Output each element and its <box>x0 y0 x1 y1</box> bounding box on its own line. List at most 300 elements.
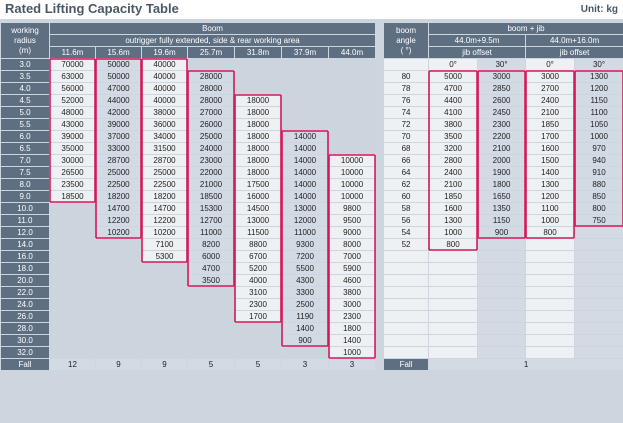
jib-capacity-cell: 3000 <box>478 71 525 82</box>
angle-cell: 56 <box>384 215 428 226</box>
boom-capacity-cell: 35000 <box>50 143 95 154</box>
boom-capacity-cell: 30000 <box>50 155 95 166</box>
jib-capacity-cell <box>429 335 477 346</box>
boom-capacity-cell: 10000 <box>329 179 375 190</box>
table-row <box>1 227 623 238</box>
boom-capacity-cell <box>188 299 234 310</box>
radius-cell: 6.0 <box>1 131 49 142</box>
jib-fall-value: 1 <box>429 359 623 370</box>
boom-capacity-cell: 22500 <box>142 179 187 190</box>
boom-capacity-cell: 40000 <box>142 83 187 94</box>
radius-cell: 18.0 <box>1 263 49 274</box>
jib-capacity-cell: 2200 <box>478 131 525 142</box>
boom-capacity-cell <box>282 107 328 118</box>
angle-cell <box>384 323 428 334</box>
jib-capacity-cell <box>429 275 477 286</box>
boom-capacity-cell: 43000 <box>50 119 95 130</box>
table-row <box>1 215 623 226</box>
boom-capacity-cell: 9800 <box>329 203 375 214</box>
boom-capacity-cell: 25000 <box>96 167 141 178</box>
boom-capacity-cell: 5500 <box>282 263 328 274</box>
boom-capacity-cell: 14000 <box>282 179 328 190</box>
radius-cell: 6.5 <box>1 143 49 154</box>
table-row <box>1 311 623 322</box>
boom-capacity-cell <box>50 311 95 322</box>
jib-capacity-cell: 1600 <box>429 203 477 214</box>
jib-capacity-cell: 800 <box>429 239 477 250</box>
jib-capacity-cell <box>575 311 623 322</box>
jib-capacity-cell <box>526 299 574 310</box>
boom-capacity-cell: 4300 <box>282 275 328 286</box>
boom-capacity-cell: 18500 <box>50 191 95 202</box>
jib-offset-angle: 0° <box>429 59 477 70</box>
boom-capacity-cell: 1400 <box>282 323 328 334</box>
jib-capacity-cell <box>429 299 477 310</box>
angle-cell: 76 <box>384 95 428 106</box>
working-radius-header <box>1 23 49 58</box>
boom-capacity-cell: 10200 <box>96 227 141 238</box>
angle-cell <box>384 347 428 358</box>
jib-capacity-cell: 880 <box>575 179 623 190</box>
fall-value-cell: 3 <box>282 359 328 370</box>
boom-capacity-cell: 2500 <box>282 299 328 310</box>
jib-capacity-cell: 1000 <box>526 215 574 226</box>
jib-capacity-cell <box>478 263 525 274</box>
boom-capacity-cell: 37000 <box>96 131 141 142</box>
boom-capacity-cell: 40000 <box>142 59 187 70</box>
boom-capacity-cell: 56000 <box>50 83 95 94</box>
jib-capacity-cell <box>429 287 477 298</box>
radius-cell: 32.0 <box>1 347 49 358</box>
boom-capacity-cell: 8200 <box>188 239 234 250</box>
boom-capacity-cell: 4000 <box>235 275 281 286</box>
jib-capacity-cell <box>429 263 477 274</box>
jib-config-header: 44.0m+9.5m <box>429 35 525 46</box>
boom-capacity-cell: 12000 <box>282 215 328 226</box>
boom-capacity-cell <box>96 287 141 298</box>
boom-capacity-cell: 10000 <box>329 155 375 166</box>
boom-capacity-cell: 22500 <box>96 179 141 190</box>
boom-capacity-cell: 34000 <box>142 131 187 142</box>
boom-capacity-cell <box>188 335 234 346</box>
table-row <box>1 59 623 70</box>
boom-capacity-cell: 14000 <box>282 167 328 178</box>
boom-capacity-cell <box>50 287 95 298</box>
radius-cell: 22.0 <box>1 287 49 298</box>
jib-fall-label: Fall <box>384 359 428 370</box>
jib-capacity-cell: 1300 <box>575 71 623 82</box>
boom-capacity-cell: 1000 <box>329 347 375 358</box>
boom-capacity-cell: 31500 <box>142 143 187 154</box>
jib-capacity-cell: 1000 <box>575 131 623 142</box>
jib-offset-angle: 30° <box>575 59 623 70</box>
boom-length-header: 44.0m <box>329 47 375 58</box>
boom-capacity-cell: 21000 <box>188 179 234 190</box>
boom-capacity-cell: 23500 <box>50 179 95 190</box>
jib-capacity-cell <box>575 299 623 310</box>
boom-capacity-cell: 2300 <box>235 299 281 310</box>
boom-capacity-cell: 44000 <box>96 95 141 106</box>
boom-length-header: 15.6m <box>96 47 141 58</box>
jib-capacity-cell: 2800 <box>429 155 477 166</box>
jib-capacity-cell: 900 <box>478 227 525 238</box>
angle-cell: 74 <box>384 107 428 118</box>
boom-capacity-cell <box>50 347 95 358</box>
jib-capacity-cell <box>526 311 574 322</box>
boom-capacity-cell: 28000 <box>188 71 234 82</box>
boom-capacity-cell <box>282 347 328 358</box>
boom-capacity-cell <box>96 335 141 346</box>
jib-capacity-cell: 750 <box>575 215 623 226</box>
angle-cell <box>384 299 428 310</box>
fall-value-cell: 9 <box>96 359 141 370</box>
table-row <box>1 203 623 214</box>
boom-capacity-cell: 33000 <box>96 143 141 154</box>
boom-capacity-cell: 7000 <box>329 251 375 262</box>
jib-capacity-cell: 3800 <box>429 119 477 130</box>
boom-capacity-cell: 17500 <box>235 179 281 190</box>
boom-capacity-cell: 4600 <box>329 275 375 286</box>
boom-capacity-cell: 3300 <box>282 287 328 298</box>
boom-capacity-cell: 18200 <box>96 191 141 202</box>
boom-capacity-cell: 70000 <box>50 59 95 70</box>
radius-cell: 7.0 <box>1 155 49 166</box>
boom-capacity-cell: 50000 <box>96 71 141 82</box>
table-row <box>1 239 623 250</box>
boom-capacity-cell: 3500 <box>188 275 234 286</box>
boom-capacity-cell: 18500 <box>188 191 234 202</box>
boom-capacity-cell: 24000 <box>188 143 234 154</box>
boom-capacity-cell: 18000 <box>235 119 281 130</box>
boom-capacity-cell <box>282 83 328 94</box>
boom-capacity-cell: 8800 <box>235 239 281 250</box>
jib-capacity-cell: 4700 <box>429 83 477 94</box>
jib-capacity-cell: 4400 <box>429 95 477 106</box>
jib-capacity-cell: 1350 <box>478 203 525 214</box>
jib-capacity-cell: 2000 <box>478 155 525 166</box>
boom-angle-header <box>384 23 428 58</box>
boom-capacity-cell: 3800 <box>329 287 375 298</box>
jib-capacity-cell: 2100 <box>526 107 574 118</box>
boom-capacity-cell: 10000 <box>329 191 375 202</box>
jib-capacity-cell <box>478 287 525 298</box>
boom-capacity-cell: 14000 <box>282 131 328 142</box>
boom-capacity-cell: 14500 <box>235 203 281 214</box>
angle-cell <box>384 263 428 274</box>
boom-capacity-cell <box>188 323 234 334</box>
radius-cell: 10.0 <box>1 203 49 214</box>
boom-capacity-cell: 6700 <box>235 251 281 262</box>
jib-capacity-cell <box>429 251 477 262</box>
boom-length-header: 25.7m <box>188 47 234 58</box>
jib-capacity-cell <box>575 275 623 286</box>
angle-cell: 54 <box>384 227 428 238</box>
boom-capacity-cell: 16000 <box>235 191 281 202</box>
boom-capacity-cell <box>188 347 234 358</box>
jib-capacity-cell <box>526 275 574 286</box>
boom-capacity-cell: 39000 <box>50 131 95 142</box>
angle-cell <box>384 251 428 262</box>
fall-value-cell: 3 <box>329 359 375 370</box>
radius-cell: 3.0 <box>1 59 49 70</box>
jib-capacity-cell <box>526 335 574 346</box>
boom-capacity-cell: 12700 <box>188 215 234 226</box>
jib-capacity-cell: 2400 <box>526 95 574 106</box>
jib-capacity-cell <box>575 347 623 358</box>
working-radius-header-line: (m) <box>19 45 31 55</box>
boom-capacity-cell <box>235 347 281 358</box>
table-row <box>1 323 623 334</box>
jib-capacity-cell <box>575 239 623 250</box>
table-row <box>1 107 623 118</box>
boom-capacity-cell: 42000 <box>96 107 141 118</box>
jib-capacity-cell <box>429 311 477 322</box>
jib-offset-header: jib offset <box>429 47 525 58</box>
boom-capacity-cell: 9300 <box>282 239 328 250</box>
radius-cell: 28.0 <box>1 323 49 334</box>
boom-capacity-cell <box>142 299 187 310</box>
boom-capacity-cell: 7100 <box>142 239 187 250</box>
jib-capacity-cell: 1100 <box>575 107 623 118</box>
boom-capacity-cell: 23000 <box>188 155 234 166</box>
jib-capacity-cell <box>478 275 525 286</box>
boom-capacity-cell <box>235 83 281 94</box>
jib-capacity-cell: 800 <box>526 227 574 238</box>
boom-capacity-cell: 14700 <box>96 203 141 214</box>
jib-capacity-cell: 2300 <box>478 119 525 130</box>
angle-cell: 62 <box>384 179 428 190</box>
jib-capacity-cell: 850 <box>575 191 623 202</box>
table-row <box>1 155 623 166</box>
boom-capacity-cell <box>96 251 141 262</box>
boom-capacity-cell <box>96 323 141 334</box>
radius-cell: 4.5 <box>1 95 49 106</box>
boom-capacity-cell: 38000 <box>142 107 187 118</box>
boom-capacity-cell: 14000 <box>282 155 328 166</box>
table-row <box>1 251 623 262</box>
boom-capacity-cell: 25000 <box>142 167 187 178</box>
radius-cell: 8.0 <box>1 179 49 190</box>
jib-capacity-cell <box>526 251 574 262</box>
boom-capacity-cell: 27000 <box>188 107 234 118</box>
boom-capacity-cell: 6000 <box>188 251 234 262</box>
boom-capacity-cell: 47000 <box>96 83 141 94</box>
title-bar <box>0 0 623 19</box>
boom-capacity-cell: 28700 <box>96 155 141 166</box>
jib-capacity-cell: 1850 <box>429 191 477 202</box>
radius-cell: 30.0 <box>1 335 49 346</box>
radius-cell: 14.0 <box>1 239 49 250</box>
page-title: Rated Lifting Capacity Table <box>5 1 179 16</box>
column-gap <box>376 23 383 370</box>
boom-capacity-cell <box>50 227 95 238</box>
table-row <box>1 131 623 142</box>
boom-capacity-cell: 4700 <box>188 263 234 274</box>
boom-capacity-cell: 11500 <box>235 227 281 238</box>
boom-capacity-cell <box>329 95 375 106</box>
boom-capacity-cell <box>50 251 95 262</box>
jib-capacity-cell <box>429 347 477 358</box>
boom-capacity-cell: 22000 <box>188 167 234 178</box>
angle-cell: 64 <box>384 167 428 178</box>
angle-cell: 68 <box>384 143 428 154</box>
boom-subtitle: outrigger fully extended, side & rear working area <box>50 35 375 46</box>
jib-capacity-cell: 1200 <box>575 83 623 94</box>
jib-offset-angle: 30° <box>478 59 525 70</box>
boom-capacity-cell: 1190 <box>282 311 328 322</box>
boom-capacity-cell: 11000 <box>188 227 234 238</box>
boom-capacity-cell: 18000 <box>235 95 281 106</box>
boom-capacity-cell: 10200 <box>142 227 187 238</box>
boom-capacity-cell: 28000 <box>188 95 234 106</box>
jib-capacity-cell: 940 <box>575 155 623 166</box>
boom-capacity-cell: 5300 <box>142 251 187 262</box>
jib-capacity-cell: 1650 <box>478 191 525 202</box>
working-radius-header-line: radius <box>14 35 36 45</box>
boom-capacity-cell <box>282 95 328 106</box>
boom-capacity-cell: 11000 <box>282 227 328 238</box>
boom-capacity-cell: 40000 <box>142 95 187 106</box>
boom-capacity-cell <box>50 239 95 250</box>
boom-capacity-cell: 25000 <box>188 131 234 142</box>
table-row <box>1 167 623 178</box>
jib-capacity-cell: 910 <box>575 167 623 178</box>
angle-cell: 60 <box>384 191 428 202</box>
radius-cell: 11.0 <box>1 215 49 226</box>
unit-label: Unit: kg <box>580 4 618 15</box>
boom-jib-header: boom + jib <box>429 23 623 34</box>
boom-capacity-cell: 13000 <box>235 215 281 226</box>
boom-capacity-cell <box>282 119 328 130</box>
jib-capacity-cell: 2600 <box>478 95 525 106</box>
radius-cell: 5.5 <box>1 119 49 130</box>
radius-cell: 9.0 <box>1 191 49 202</box>
boom-capacity-cell <box>50 323 95 334</box>
angle-cell <box>384 275 428 286</box>
angle-cell: 78 <box>384 83 428 94</box>
boom-capacity-cell <box>50 263 95 274</box>
table-row <box>1 119 623 130</box>
boom-capacity-cell: 18000 <box>235 155 281 166</box>
boom-capacity-cell: 48000 <box>50 107 95 118</box>
boom-capacity-cell <box>142 287 187 298</box>
table-row <box>1 71 623 82</box>
jib-capacity-cell <box>575 335 623 346</box>
boom-angle-header-line: ( °) <box>400 45 412 55</box>
boom-capacity-cell <box>329 83 375 94</box>
table-row <box>1 335 623 346</box>
boom-length-header: 31.8m <box>235 47 281 58</box>
jib-capacity-cell: 1500 <box>526 155 574 166</box>
boom-capacity-cell: 18000 <box>235 167 281 178</box>
boom-capacity-cell <box>50 203 95 214</box>
boom-angle-header-line: boom <box>396 25 417 35</box>
boom-capacity-cell <box>142 311 187 322</box>
angle-cell <box>384 311 428 322</box>
boom-capacity-cell: 63000 <box>50 71 95 82</box>
boom-capacity-cell <box>235 71 281 82</box>
jib-capacity-cell: 1100 <box>526 203 574 214</box>
boom-capacity-cell: 26500 <box>50 167 95 178</box>
boom-capacity-cell <box>96 299 141 310</box>
boom-capacity-cell: 2300 <box>329 311 375 322</box>
jib-capacity-cell: 1150 <box>478 215 525 226</box>
table-row <box>1 263 623 274</box>
boom-capacity-cell <box>142 335 187 346</box>
boom-capacity-cell <box>188 59 234 70</box>
boom-capacity-cell: 18000 <box>235 107 281 118</box>
boom-capacity-cell <box>329 107 375 118</box>
boom-header: Boom <box>50 23 375 34</box>
angle-cell: 58 <box>384 203 428 214</box>
boom-capacity-cell <box>50 335 95 346</box>
boom-capacity-cell: 12200 <box>142 215 187 226</box>
boom-capacity-cell: 7200 <box>282 251 328 262</box>
working-radius-header-line: working <box>11 25 39 35</box>
table-row <box>1 95 623 106</box>
boom-capacity-cell: 14700 <box>142 203 187 214</box>
jib-capacity-cell <box>526 323 574 334</box>
radius-cell: 20.0 <box>1 275 49 286</box>
jib-capacity-cell <box>575 251 623 262</box>
table-row <box>1 287 623 298</box>
boom-capacity-cell: 5900 <box>329 263 375 274</box>
jib-offset-header: jib offset <box>526 47 623 58</box>
boom-capacity-cell <box>50 275 95 286</box>
boom-capacity-cell: 9500 <box>329 215 375 226</box>
boom-capacity-cell: 13000 <box>282 203 328 214</box>
radius-cell: 16.0 <box>1 251 49 262</box>
radius-cell: 26.0 <box>1 311 49 322</box>
angle-cell: 80 <box>384 71 428 82</box>
radius-cell: 4.0 <box>1 83 49 94</box>
radius-cell: 3.5 <box>1 71 49 82</box>
angle-cell <box>384 287 428 298</box>
boom-length-header: 19.6m <box>142 47 187 58</box>
jib-capacity-cell: 2850 <box>478 83 525 94</box>
boom-capacity-cell: 8000 <box>329 239 375 250</box>
boom-capacity-cell <box>329 71 375 82</box>
boom-capacity-cell <box>329 119 375 130</box>
boom-capacity-cell: 1800 <box>329 323 375 334</box>
boom-capacity-cell <box>235 335 281 346</box>
boom-capacity-cell: 1700 <box>235 311 281 322</box>
boom-capacity-cell: 9000 <box>329 227 375 238</box>
jib-capacity-cell <box>575 323 623 334</box>
jib-capacity-cell: 2700 <box>526 83 574 94</box>
jib-capacity-cell: 3000 <box>526 71 574 82</box>
boom-capacity-cell <box>282 71 328 82</box>
jib-capacity-cell: 2450 <box>478 107 525 118</box>
boom-capacity-cell <box>142 323 187 334</box>
boom-capacity-cell: 36000 <box>142 119 187 130</box>
jib-capacity-cell: 1800 <box>478 179 525 190</box>
jib-capacity-cell <box>478 323 525 334</box>
boom-capacity-cell <box>96 275 141 286</box>
jib-capacity-cell <box>429 323 477 334</box>
table-row <box>1 347 623 358</box>
boom-capacity-cell: 18000 <box>235 143 281 154</box>
jib-capacity-cell <box>478 299 525 310</box>
boom-capacity-cell <box>235 59 281 70</box>
jib-offset-angle: 0° <box>526 59 574 70</box>
boom-capacity-cell: 14000 <box>282 191 328 202</box>
boom-capacity-cell <box>50 299 95 310</box>
jib-capacity-cell <box>575 227 623 238</box>
jib-capacity-cell: 2400 <box>429 167 477 178</box>
jib-capacity-cell <box>526 239 574 250</box>
lifting-capacity-table <box>0 22 623 371</box>
